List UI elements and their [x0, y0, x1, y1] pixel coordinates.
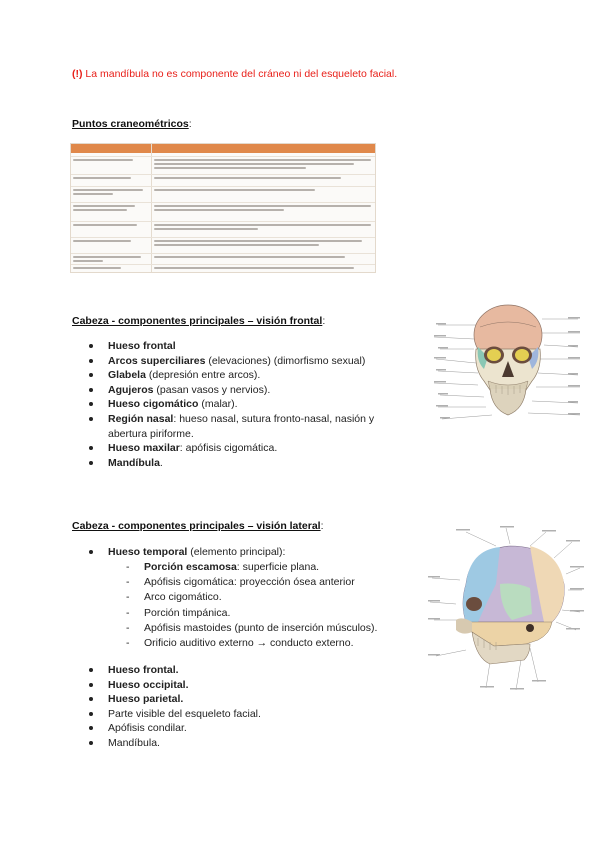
list-item: Arcos superciliares (elevaciones) (dimorfismo sexual): [72, 354, 392, 369]
skull-lateral-illustration: [426, 524, 586, 694]
list-item: Hueso cigomático (malar).: [72, 397, 392, 412]
warning-note: [72, 68, 397, 80]
list-item: Mandíbula.: [72, 736, 392, 751]
heading-colon: :: [320, 520, 324, 532]
table-header-bar: [71, 144, 375, 153]
table-row: [71, 264, 375, 273]
list-item: Hueso frontal.: [72, 663, 392, 678]
list-item: Hueso maxilar: apófisis cigomática.: [72, 441, 392, 456]
heading-colon: :: [322, 315, 326, 327]
list-item: Mandíbula.: [72, 456, 392, 471]
list-item: - Porción escamosa: superficie plana.: [126, 561, 320, 573]
skull-frontal-illustration: [432, 297, 582, 427]
heading-text: Cabeza - componentes principales – visión frontal: [72, 315, 323, 327]
list-item: - Apófisis cigomática: proyección ósea anterior: [126, 576, 355, 589]
list-item: Parte visible del esqueleto facial.: [72, 707, 392, 722]
table-row: [71, 253, 375, 264]
section-heading-lateral: [72, 516, 324, 534]
table-row: [71, 237, 375, 253]
heading-text: Puntos craneométricos: [72, 118, 189, 130]
section-heading-puntos: [72, 114, 192, 132]
table-row: [71, 221, 375, 237]
temporal-subparts-list: [126, 560, 416, 651]
list-item: - Arco cigomático.: [126, 591, 222, 604]
warning-mark: (!): [72, 68, 83, 80]
list-item: - Apófisis mastoides (punto de inserción músculos).: [126, 621, 378, 634]
craniometric-table-image: [70, 143, 376, 273]
list-item: Hueso temporal (elemento principal):: [72, 545, 392, 560]
lateral-other-list: [72, 663, 392, 751]
lateral-main-list: [72, 545, 392, 560]
list-item: Glabela (depresión entre arcos).: [72, 368, 392, 383]
table-row: [71, 202, 375, 220]
list-item: - Porción timpánica.: [126, 606, 231, 619]
table-row: [71, 156, 375, 174]
list-item: Región nasal: hueso nasal, sutura fronto-nasal, nasión y abertura piriforme.: [72, 412, 392, 441]
list-item: - Orificio auditivo externo → conducto externo.: [126, 637, 354, 650]
frontal-components-list: [72, 339, 392, 470]
heading-colon: :: [188, 118, 192, 130]
list-item: Agujeros (pasan vasos y nervios).: [72, 383, 392, 398]
list-item: Apófisis condilar.: [72, 721, 392, 736]
list-item: Hueso parietal.: [72, 692, 392, 707]
list-item: Hueso occipital.: [72, 678, 392, 693]
warning-text: La mandíbula no es componente del cráneo ni del esqueleto facial.: [82, 68, 398, 80]
table-row: [71, 186, 375, 201]
list-item: Hueso frontal: [72, 339, 392, 354]
section-heading-frontal: [72, 311, 325, 329]
heading-text: Cabeza - componentes principales – visión lateral: [72, 520, 321, 532]
